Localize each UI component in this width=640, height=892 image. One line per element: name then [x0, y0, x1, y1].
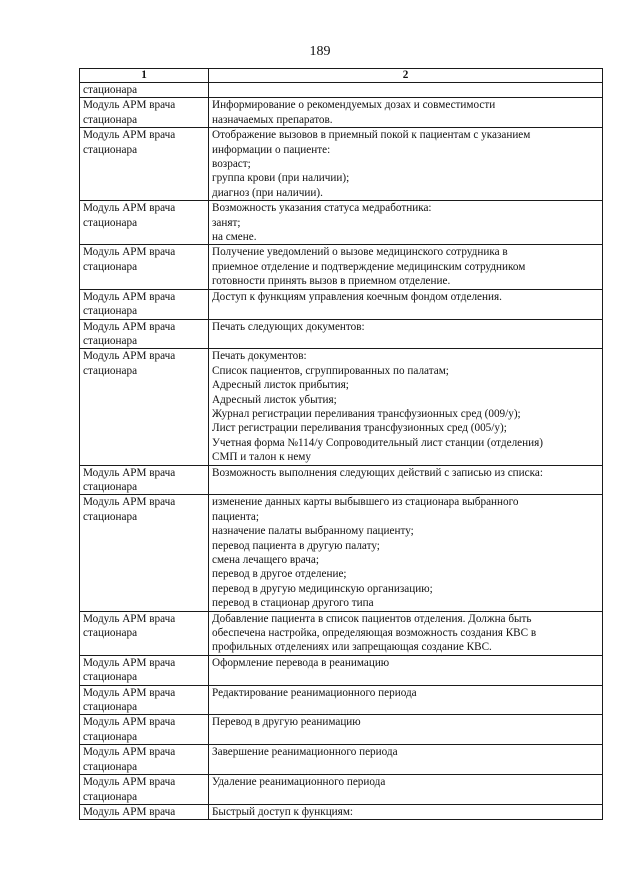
- description-line: Добавление пациента в список пациентов отделения. Должна быть: [212, 612, 532, 625]
- module-line: Модуль АРМ врача: [83, 99, 176, 112]
- table-row: [80, 349, 603, 465]
- module-line: Модуль АРМ врача: [83, 202, 176, 215]
- module-line: стационара: [83, 84, 138, 96]
- description-cell: [209, 128, 603, 201]
- description-line: [212, 83, 599, 97]
- table-row: [80, 128, 603, 201]
- module-line: Модуль АРМ врача: [83, 496, 176, 509]
- module-cell: [80, 98, 209, 128]
- description-line: Получение уведомлений о вызове медицинского сотрудника в: [212, 246, 508, 259]
- table-row: [80, 655, 603, 685]
- module-cell: [80, 611, 209, 655]
- module-line: Модуль АРМ врача: [83, 656, 176, 669]
- module-line: стационара: [83, 510, 138, 523]
- description-line: группа крови (при наличии);: [212, 172, 350, 185]
- description-cell: [209, 655, 603, 685]
- description-cell: [209, 495, 603, 611]
- description-line: смена лечащего врача;: [212, 554, 319, 566]
- description-cell: [209, 83, 603, 98]
- description-line: Адресный листок прибытия;: [212, 379, 349, 392]
- description-line: занят;: [212, 216, 241, 229]
- description-line: Информирование о рекомендуемых дозах и совместимости: [212, 99, 496, 112]
- description-line: перевод в другое отделение;: [212, 568, 347, 581]
- description-line: Редактирование реанимационного периода: [212, 686, 417, 699]
- module-line: Модуль АРМ врача: [83, 320, 176, 333]
- description-line: Список пациентов, сгруппированных по палатам;: [212, 364, 449, 377]
- description-line: пациента;: [212, 510, 259, 523]
- module-line: Модуль АРМ врача: [83, 716, 176, 729]
- description-line: на смене.: [212, 231, 257, 244]
- module-line: стационара: [83, 671, 138, 684]
- module-cell: [80, 495, 209, 611]
- module-cell: [80, 745, 209, 775]
- module-line: стационара: [83, 480, 138, 493]
- module-line: Модуль АРМ врача: [83, 746, 176, 759]
- description-line: Адресный листок убытия;: [212, 393, 337, 406]
- description-cell: [209, 289, 603, 319]
- description-cell: [209, 775, 603, 805]
- description-cell: [209, 715, 603, 745]
- description-line: перевод в стационар другого типа: [212, 597, 374, 610]
- module-cell: [80, 245, 209, 289]
- module-line: Модуль АРМ врача: [83, 612, 176, 625]
- module-line: стационара: [83, 790, 138, 803]
- module-line: Модуль АРМ врача: [83, 246, 176, 259]
- description-line: Оформление перевода в реанимацию: [212, 656, 390, 669]
- description-cell: [209, 804, 603, 819]
- description-line: СМП и талон к нему: [212, 451, 311, 464]
- table-row: [80, 201, 603, 245]
- column-header-2: 2: [209, 69, 603, 83]
- description-line: перевод пациента в другую палату;: [212, 539, 380, 552]
- table-body: [80, 83, 603, 820]
- module-cell: [80, 804, 209, 819]
- description-line: назначение палаты выбранному пациенту;: [212, 525, 414, 538]
- table-row: [80, 98, 603, 128]
- description-line: Возможность указания статуса медработника:: [212, 202, 432, 215]
- module-line: стационара: [83, 113, 138, 126]
- module-line: стационара: [83, 701, 138, 714]
- module-line: Модуль АРМ врача: [83, 350, 176, 363]
- table-row: [80, 775, 603, 805]
- module-line: Модуль АРМ врача: [83, 129, 176, 142]
- description-line: Перевод в другую реанимацию: [212, 716, 361, 729]
- module-line: стационара: [83, 305, 138, 318]
- description-line: готовности принять вызов в приемном отделение.: [212, 275, 451, 288]
- module-line: Модуль АРМ врача: [83, 466, 176, 479]
- description-line: Журнал регистрации переливания трансфузионных сред (009/у);: [212, 407, 521, 420]
- description-cell: [209, 98, 603, 128]
- module-line: стационара: [83, 216, 138, 229]
- description-line: Печать следующих документов:: [212, 320, 365, 333]
- module-cell: [80, 201, 209, 245]
- description-line: Удаление реанимационного периода: [212, 776, 386, 789]
- module-line: стационара: [83, 260, 138, 273]
- module-cell: [80, 83, 209, 98]
- module-line: стационара: [83, 143, 138, 156]
- table-header-row: [80, 69, 603, 83]
- description-line: профильных отделениях или запрещающая создание КВС.: [212, 641, 492, 654]
- module-cell: [80, 289, 209, 319]
- table-row: [80, 715, 603, 745]
- table-row: [80, 611, 603, 655]
- description-line: приемное отделение и подтверждение медицинским сотрудником: [212, 260, 526, 273]
- table-row: [80, 83, 603, 98]
- description-line: Отображение вызовов в приемный покой к пациентам с указанием: [212, 129, 531, 142]
- module-line: стационара: [83, 627, 138, 640]
- module-line: стационара: [83, 334, 138, 347]
- module-line: стационара: [83, 364, 138, 377]
- description-line: диагноз (при наличии).: [212, 186, 323, 199]
- table-row: [80, 804, 603, 819]
- description-cell: [209, 745, 603, 775]
- description-line: возраст;: [212, 158, 251, 171]
- module-line: Модуль АРМ врача: [83, 776, 176, 789]
- module-cell: [80, 775, 209, 805]
- description-line: Быстрый доступ к функциям:: [212, 805, 354, 818]
- module-cell: [80, 715, 209, 745]
- module-line: Модуль АРМ врача: [83, 805, 176, 818]
- module-cell: [80, 319, 209, 349]
- column-header-1: 1: [80, 69, 209, 83]
- table-row: [80, 745, 603, 775]
- module-cell: [80, 349, 209, 465]
- module-line: стационара: [83, 730, 138, 743]
- description-cell: [209, 349, 603, 465]
- module-line: стационара: [83, 760, 138, 773]
- table-row: [80, 495, 603, 611]
- description-line: Завершение реанимационного периода: [212, 746, 398, 759]
- description-line: обеспечена настройка, определяющая возможность создания КВС в: [212, 627, 537, 640]
- module-cell: [80, 128, 209, 201]
- description-cell: [209, 685, 603, 715]
- description-line: Лист регистрации переливания трансфузионных сред (005/у);: [212, 422, 507, 435]
- module-line: Модуль АРМ врача: [83, 290, 176, 303]
- requirements-table: [79, 68, 603, 820]
- module-cell: [80, 655, 209, 685]
- table-row: [80, 685, 603, 715]
- description-line: Печать документов:: [212, 350, 307, 363]
- description-line: перевод в другую медицинскую организацию;: [212, 582, 433, 595]
- page-number: 189: [309, 44, 331, 59]
- module-cell: [80, 685, 209, 715]
- description-line: информации о пациенте:: [212, 143, 331, 156]
- description-line: Доступ к функциям управления коечным фондом отделения.: [212, 290, 502, 303]
- description-cell: [209, 245, 603, 289]
- table-row: [80, 319, 603, 349]
- module-cell: [80, 465, 209, 495]
- description-line: изменение данных карты выбывшего из стационара выбранного: [212, 496, 519, 509]
- description-line: Возможность выполнения следующих действий с записью из списка:: [212, 466, 543, 479]
- description-cell: [209, 465, 603, 495]
- description-cell: [209, 611, 603, 655]
- module-line: Модуль АРМ врача: [83, 686, 176, 699]
- description-line: назначаемых препаратов.: [212, 113, 333, 126]
- table-row: [80, 245, 603, 289]
- description-line: Учетная форма №114/у Сопроводительный лист станции (отделения): [212, 436, 543, 449]
- description-cell: [209, 201, 603, 245]
- table-row: [80, 289, 603, 319]
- table-row: [80, 465, 603, 495]
- description-cell: [209, 319, 603, 349]
